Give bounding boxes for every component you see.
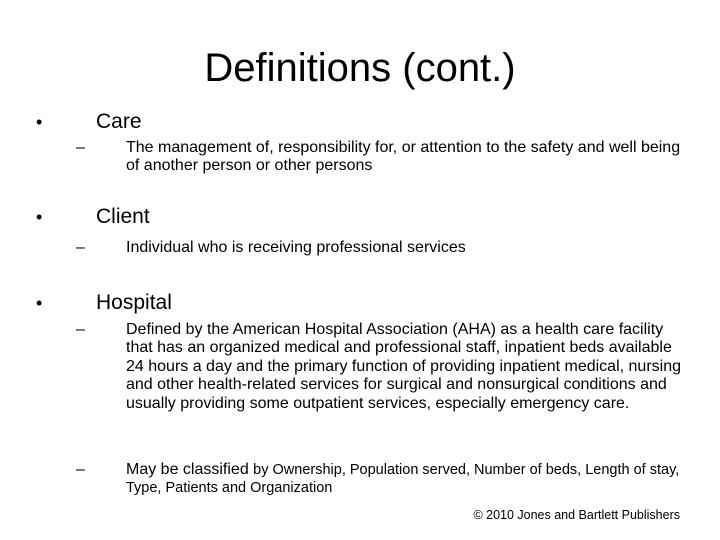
copyright-footer: © 2010 Jones and Bartlett Publishers xyxy=(473,508,680,522)
term-care: Care xyxy=(96,110,142,133)
dash-hospital-def-1: – xyxy=(76,321,85,338)
classification-detail: by Ownership, Population served, Number of beds, Length of stay, Type, Patients and Organization xyxy=(126,462,680,497)
definition-care: The management of, responsibility for, or attention to the safety and well being of another person or other persons xyxy=(126,139,681,175)
term-hospital: Hospital xyxy=(96,291,172,314)
definition-hospital-classification xyxy=(126,461,686,498)
dash-care-def: – xyxy=(76,139,85,156)
bullet-client: • xyxy=(36,207,43,227)
dash-hospital-def-2: – xyxy=(76,461,85,478)
term-client: Client xyxy=(96,205,150,228)
classification-lead: May be classified xyxy=(126,461,249,478)
bullet-care: • xyxy=(36,112,43,132)
dash-client-def: – xyxy=(76,239,85,256)
bullet-hospital: • xyxy=(36,293,43,313)
definition-client: Individual who is receiving professional services xyxy=(126,239,466,256)
slide-title: Definitions (cont.) xyxy=(204,46,516,90)
definition-hospital: Defined by the American Hospital Association (AHA) as a health care facility that has an organized medical and professional staff, inpatient beds available 24 hours a day and the primary function of providing inpatient medical, nursing and other health-related services for surgical and nonsurgical conditions and usually providing some outpatient services, especially emergency care. xyxy=(126,321,681,412)
